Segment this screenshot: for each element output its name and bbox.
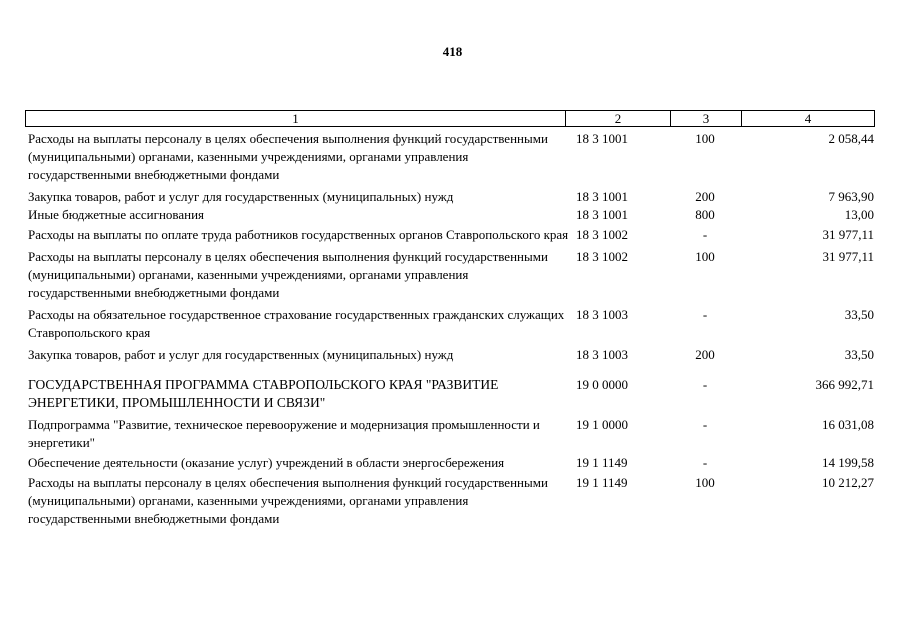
row-amount: 366 992,71 [815,377,874,392]
row-code: 18 3 1002 [576,249,628,264]
row-code: 18 3 1002 [576,227,628,242]
table-row [28,376,878,412]
header-col-4: 4 [804,110,812,126]
table-body [28,130,878,528]
header-col-1: 1 [26,111,566,126]
table-row [28,416,878,452]
row-type: - [702,307,708,322]
row-amount: 14 199,58 [822,455,874,470]
row-type: - [702,377,708,392]
row-type: - [702,227,708,242]
row-name: Расходы на обязательное государственное страхование государственных гражданских служащих Ставропольского края [28,307,565,340]
row-amount: 31 977,11 [822,227,874,242]
row-type: 200 [695,347,715,362]
row-name: Закупка товаров, работ и услуг для государственных (муниципальных) нужд [28,347,454,362]
row-amount: 33,50 [844,347,874,362]
row-code: 18 3 1001 [576,131,628,146]
table-row [28,346,878,364]
row-type: 800 [695,207,715,222]
row-amount: 2 058,44 [828,131,874,146]
row-code: 18 3 1001 [576,189,628,204]
row-name: Закупка товаров, работ и услуг для государственных (муниципальных) нужд [28,189,454,204]
table-row [28,206,878,224]
table-row [28,474,878,528]
table-row [28,306,878,342]
header-col-3: 3 [671,111,742,126]
row-amount: 10 212,27 [822,475,874,490]
page-number: 418 [442,44,463,59]
row-amount: 16 031,08 [822,417,874,432]
row-code: 18 3 1001 [576,207,628,222]
row-name: Обеспечение деятельности (оказание услуг) учреждений в области энергосбережения [28,455,505,470]
row-type: - [702,417,708,432]
row-name: Расходы на выплаты по оплате труда работников государственных органов Ставропольского края [28,227,569,242]
row-type: 100 [695,249,715,264]
table-row [28,248,878,302]
row-code: 19 1 1149 [576,475,628,490]
row-code: 18 3 1003 [576,347,628,362]
row-amount: 31 977,11 [822,249,874,264]
row-name: Иные бюджетные ассигнования [28,207,205,222]
header-col-2: 2 [566,111,671,126]
row-amount: 13,00 [844,207,874,222]
row-name: Расходы на выплаты персоналу в целях обеспечения выполнения функций государственными (муниципальными) органами, казенными учреждениями, органами управления государственными внебюджетными фондами [28,475,548,526]
row-type: 100 [695,131,715,146]
row-name: ГОСУДАРСТВЕННАЯ ПРОГРАММА СТАВРОПОЛЬСКОГО КРАЯ "РАЗВИТИЕ ЭНЕРГЕТИКИ, ПРОМЫШЛЕННОСТИ И СВЯЗИ" [28,377,499,410]
row-amount: 33,50 [844,307,874,322]
row-code: 19 1 0000 [576,417,628,432]
row-type: 100 [695,475,715,490]
row-code: 19 1 1149 [576,455,628,470]
row-type: - [702,455,708,470]
row-code: 18 3 1003 [576,307,628,322]
table-row [28,130,878,184]
row-name: Расходы на выплаты персоналу в целях обеспечения выполнения функций государственными (муниципальными) органами, казенными учреждениями, органами управления государственными внебюджетными фондами [28,249,548,300]
table-row [28,454,878,472]
row-amount: 7 963,90 [828,189,874,204]
table-row [28,188,878,206]
row-type: 200 [695,189,715,204]
table-header [25,110,875,127]
row-name: Подпрограмма "Развитие, техническое перевооружение и модернизация промышленности и энергетики" [28,417,540,450]
row-code: 19 0 0000 [576,377,628,392]
row-name: Расходы на выплаты персоналу в целях обеспечения выполнения функций государственными (муниципальными) органами, казенными учреждениями, органами управления государственными внебюджетными фондами [28,131,548,182]
table-row [28,226,878,244]
